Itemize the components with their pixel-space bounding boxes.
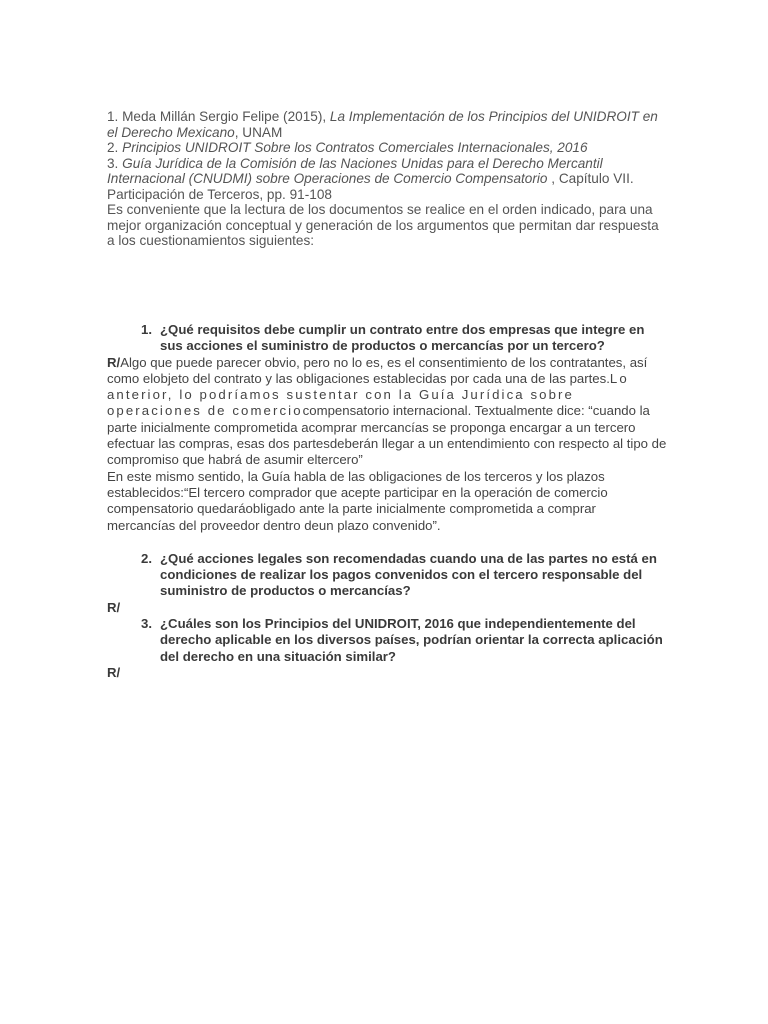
references-block	[107, 109, 667, 249]
reference-3-chapter: , Capítulo VII. Participación de Terceros, pp. 91-108	[107, 171, 634, 202]
reference-1-author: 1. Meda Millán Sergio Felipe (2015),	[107, 109, 330, 124]
reference-1	[107, 109, 667, 140]
answer-1-paragraph-d: En este mismo sentido, la Guía habla de las obligaciones de los terceros y los plazos establecidos:“El tercero comprador que acepte participar en la operación de comercio compensatorio quedaráobligado ante la parte inicialmente comprometida a comprar mercancías del proveedor dentro deun plazo convenido”.	[107, 468, 608, 533]
answer-1-paragraph-c: compensatorio internacional. Textualmente dice: “cuando la parte inicialmente comprometida acomprar mercancías se proponga encargar a un tercero efectuar las compras, esas dos partesdeberán llegar a un entendimiento con respecto al tipo de compromiso que habrá de asumir eltercero”	[107, 403, 667, 468]
reference-2-title: Principios UNIDROIT Sobre los Contratos Comerciales Internacionales, 2016	[122, 140, 588, 155]
questions-block	[107, 322, 667, 681]
question-number: 2.	[141, 550, 152, 566]
reference-2-number: 2.	[107, 140, 123, 155]
answer-1-paragraph-b: Lo anterior, lo podríamos sustentar con la Guía Jurídica sobre operaciones de comercio	[107, 370, 629, 419]
answer-3-label: R/	[107, 664, 121, 680]
question-text: ¿Qué acciones legales son recomendadas cuando una de las partes no está en condiciones de realizar los pagos convenidos con el tercero responsable del suministro de productos o mercancías?	[160, 550, 657, 599]
question-2	[107, 551, 667, 600]
question-number: 1.	[141, 322, 152, 337]
reading-note: Es conveniente que la lectura de los documentos se realice en el orden indicado, para una mejor organización conceptual y generación de los argumentos que permitan dar respuesta a los cuestionamientos siguientes:	[107, 202, 659, 248]
question-text: ¿Qué requisitos debe cumplir un contrato entre dos empresas que integre en sus acciones el suministro de productos o mercancías por un tercero?	[160, 322, 645, 354]
answer-2-label: R/	[107, 599, 121, 615]
question-text: ¿Cuáles son los Principios del UNIDROIT, 2016 que independientemente del derecho aplicable en los diversos países, podrían orientar la correcta aplicación del derecho en una situación similar?	[160, 616, 663, 664]
question-number: 3.	[141, 616, 152, 632]
reference-2	[107, 140, 667, 156]
reference-1-title: La Implementación de los Principios del UNIDROIT en el Derecho Mexicano	[107, 109, 658, 140]
reference-3-number: 3.	[107, 155, 123, 171]
answer-label: R/	[107, 354, 121, 370]
reference-3-title: Guía Jurídica de la Comisión de las Naciones Unidas para el Derecho Mercantil Internacional (CNUDMI) sobre Operaciones de Comercio Compensatorio	[107, 155, 603, 186]
reference-1-publisher: , UNAM	[234, 124, 283, 140]
question-3	[107, 616, 667, 665]
question-1	[107, 322, 667, 355]
answer-1	[107, 355, 667, 534]
reference-3	[107, 156, 667, 203]
answer-1-paragraph-a: Algo que puede parecer obvio, pero no lo es, es el consentimiento de los contratantes, así como elobjeto del contrato y las obligaciones establecidas por cada una de las partes.	[107, 354, 648, 386]
